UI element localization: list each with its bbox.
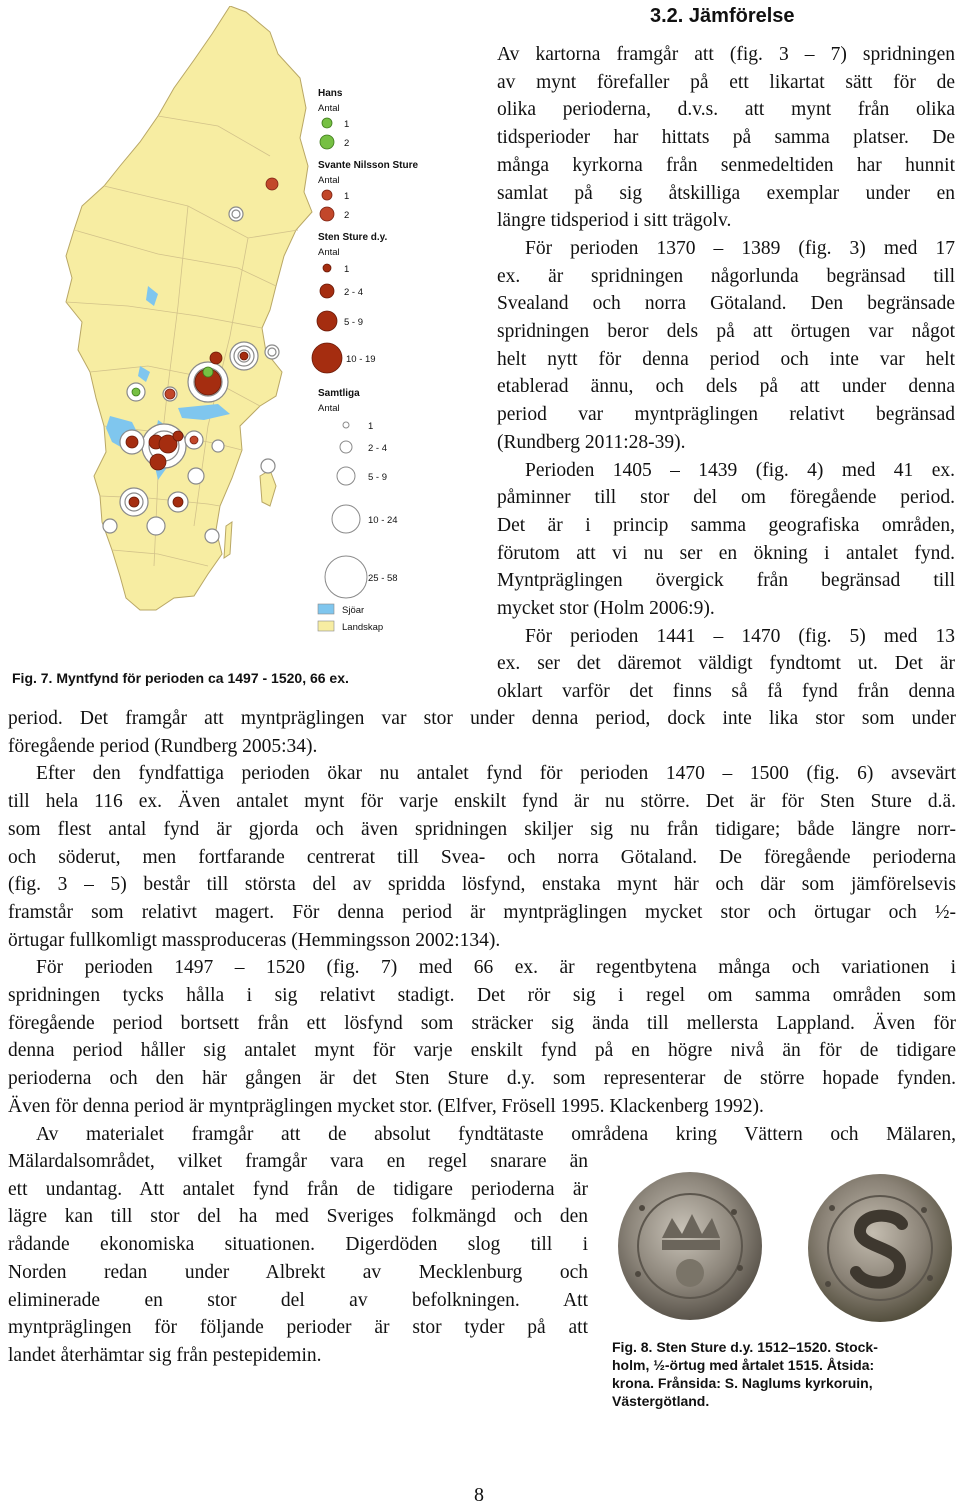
sweden-landmass [66,6,312,610]
svg-text:Antal: Antal [318,403,340,414]
figure-8-caption-line: Fig. 8. Sten Sture d.y. 1512–1520. Stock- [612,1339,878,1355]
svg-text:10 - 24: 10 - 24 [368,515,398,526]
text-line: påminner till stor del om föregående period. [497,487,955,509]
text-line: Svealand och norra Götaland. Den begränsade [497,293,955,315]
figure-8-caption [612,1338,942,1410]
svg-text:10 - 19: 10 - 19 [346,354,376,365]
text-line: spridningen tycks hålla i sig relativt stadigt. Det rör sig i regel om samma områden som [8,985,956,1006]
figure-8-caption-line: holm, ½-örtug med årtalet 1515. Åtsida: [612,1357,875,1373]
text-line: rådande ekonomiska situationen. Digerdöden slog till i [8,1234,588,1256]
text-line: längre tidsperiod i sitt trägolv. [497,210,732,232]
text-line: av mynt förefaller på ett likartat sätt för de [497,71,955,93]
svg-text:1: 1 [344,264,350,275]
legend-sten-title: Sten Sture d.y. [318,232,388,243]
text-line: perioderna och den här gången är det Sten Sture d.y. som representerar de större hopade fynden. [8,1068,956,1090]
text-line: period var myntpräglingen relativt begränsad [497,404,955,426]
text-line: Norden redan under Albrekt av Mecklenburg och [8,1261,588,1283]
section-heading: 3.2. Jämförelse [650,5,795,27]
text-line: framstår som relativt magert. För denna period är myntpräglingen mycket stor och örtugar och ½- [8,901,956,923]
svg-text:1: 1 [344,191,350,202]
figure-8-caption-line: Västergötland. [612,1393,710,1409]
coin-obverse [618,1172,762,1320]
coin-reverse [808,1174,952,1322]
svg-text:1: 1 [344,119,350,130]
text-line: För perioden 1370 – 1389 (fig. 3) med 17 [525,237,955,259]
text-line: För perioden 1497 – 1520 (fig. 7) med 66 ex. är regentbytena många och variationen i [36,957,956,979]
text-line: Av materialet framgår att de absolut fyndtätaste områdena kring Vättern och Mälaren, [36,1123,956,1145]
text-line: oklart varför det finns så få fynd från denna [497,681,955,703]
svg-text:Antal: Antal [318,175,340,186]
svg-text:2 - 4: 2 - 4 [368,443,388,454]
svg-text:5 - 9: 5 - 9 [344,317,364,328]
text-line: landet återhämtar sig från pestepidemin. [8,1344,322,1366]
text-line: föregående period bortsett från ett lösfynd som sträcker sig ända till mellersta Lappland. Även för [8,1012,956,1034]
text-line: spridningen beror dels på att örtugen var något [497,321,955,342]
text-line: För perioden 1441 – 1470 (fig. 5) med 13 [525,625,955,647]
svg-text:2 - 4: 2 - 4 [344,287,364,298]
text-line: tidsperioder har hittats på samma platser. De [497,127,955,149]
text-line: förutom att vi nu ser en ökning i antalet fynd. [497,542,955,564]
text-line: olika perioderna, d.v.s. att mynt från olika [497,99,955,121]
text-line: ex. är spridningen någorlunda begränsad till [497,265,955,287]
svg-text:5 - 9: 5 - 9 [368,472,388,483]
legend-provinces-label: Landskap [342,622,384,633]
text-line: många kyrkorna från senmedeltiden har hunnit [497,154,955,176]
svg-text:2: 2 [344,138,350,149]
text-line: föregående period (Rundberg 2005:34). [8,735,318,757]
svg-text:Antal: Antal [318,247,340,258]
text-line: och söderut, men fortfarande centrerat till Svea- och norra Götaland. De föregående perioderna [8,846,956,868]
legend-samtliga-title: Samtliga [318,388,360,399]
text-line: etablerad ännu, och dels på att under denna [497,376,955,398]
text-line: samlat på sig åtskilliga exemplar under en [497,182,955,204]
text-line: myntpräglingen för följande perioder är stor tyder på att [8,1317,588,1339]
svg-text:2: 2 [344,210,350,221]
text-line: mycket stor (Holm 2006:9). [497,598,715,619]
text-line: Det är i princip samma geografiska områden, [497,514,955,536]
legend-svante-title: Svante Nilsson Sture [318,160,419,171]
text-line: lägre kan till stor del ha med Sveriges folkmängd och den [8,1206,588,1228]
text-line: som flest antal fynd är gjorda och även spridningen skiljer sig nu från tidigare; både längre norr- [8,818,956,840]
text-line: Även för denna period är myntpräglingen mycket stor. (Elfver, Frösell 1995. Klackenberg 1992). [8,1095,764,1117]
text-line: period. Det framgår att myntpräglingen var stor under denna period, dock inte lika stor som under [8,708,956,729]
legend-lakes-label: Sjöar [342,605,365,616]
text-line: Myntpräglingen övergick från begränsad till [497,570,955,592]
text-line: eliminerade en stor del av befolkningen. Att [8,1289,588,1311]
figure-7-caption: Fig. 7. Myntfynd för perioden ca 1497 - 1520, 66 ex. [12,670,349,686]
text-line: helt nytt för denna period och inte var helt [497,348,955,370]
text-line: ett undantag. Att antalet fynd från de tidigare perioderna är [8,1178,588,1200]
legend-antal-label: Antal [318,103,340,114]
svg-text:25 - 58: 25 - 58 [368,573,398,584]
text-line: (fig. 3 – 5) består till största del av spridda lösfynd, enstaka mynt här och där som jämförelsevis [8,874,956,896]
text-line: Efter den fyndfattiga perioden ökar nu antalet fynd för perioden 1470 – 1500 (fig. 6) avsevärt [36,763,956,785]
legend-hans-title: Hans [318,88,343,99]
text-line: örtugar fullkomligt massproduceras (Hemmingsson 2002:134). [8,929,501,951]
text-line: (Rundberg 2011:28-39). [497,431,686,453]
text-line: Mälardalsområdet, vilket framgår vara en regel snarare än [8,1151,588,1172]
page-number: 8 [474,1484,484,1506]
text-line: ex. ser det däremot väldigt fyndtomt ut. Det är [497,653,955,675]
text-line: Perioden 1405 – 1439 (fig. 4) med 41 ex. [525,459,955,481]
coin-photo [612,1168,958,1328]
map-legend [312,88,418,633]
sweden-coin-find-map [8,6,452,662]
svg-text:1: 1 [368,421,374,432]
text-line: denna period håller sig antalet mynt för varje enskilt fynd på en högre nivå än för de tidigare [8,1040,956,1062]
text-line: till hela 116 ex. Även antalet mynt för varje enskilt fynd är nu större. Det är för Sten Sture d.ä. [8,791,956,813]
figure-8-caption-line: krona. Frånsida: S. Naglums kyrkoruin, [612,1375,873,1391]
text-line: Av kartorna framgår att (fig. 3 – 7) spridningen [497,44,955,65]
